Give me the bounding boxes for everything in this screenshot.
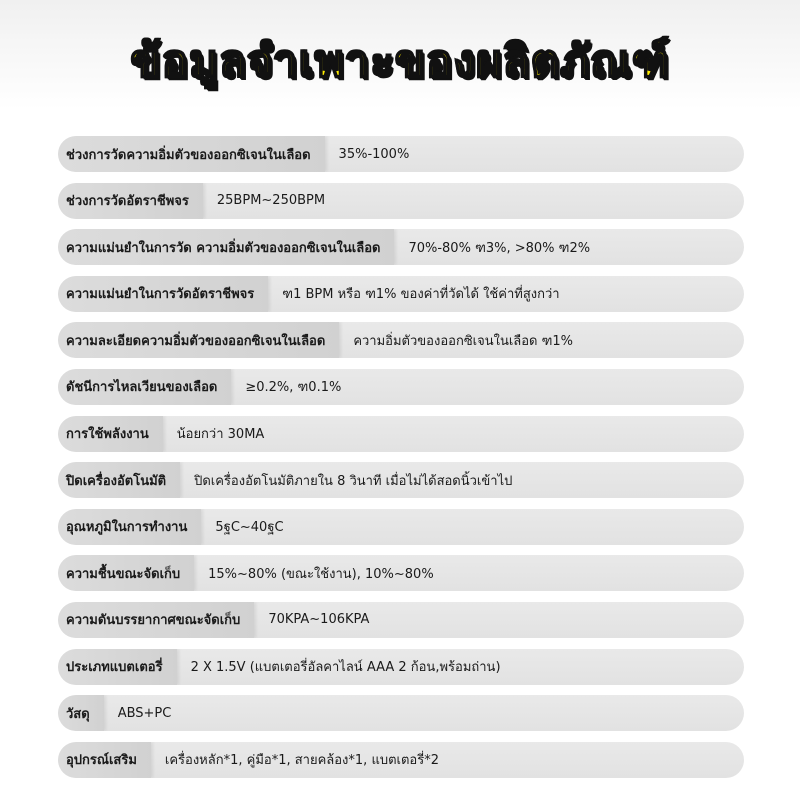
spec-label: การใช้พลังงาน — [58, 416, 163, 452]
spec-label: อุปกรณ์เสริม — [58, 742, 151, 778]
spec-label: ความแม่นยำในการวัด ความอิ่มตัวของออกซิเจนในเลือด — [58, 229, 394, 265]
spec-row-battery-type — [58, 649, 744, 685]
spec-value: ปิดเครื่องอัตโนมัติภายใน 8 วินาที เมื่อไม่ได้สอดนิ้วเข้าไป — [194, 473, 513, 489]
spec-row-spo2-accuracy — [58, 229, 744, 265]
spec-value: 70%-80% ฑ3%, >80% ฑ2% — [408, 240, 591, 256]
spec-row-accessories — [58, 742, 744, 778]
spec-value: 25BPM~250BPM — [216, 193, 326, 209]
spec-label: ปิดเครื่องอัตโนมัติ — [58, 462, 180, 498]
spec-value: 70KPA~106KPA — [268, 612, 370, 628]
spec-value: ≥0.2%, ฑ0.1% — [245, 380, 342, 396]
spec-row-perfusion-index — [58, 369, 744, 405]
spec-value: 2 X 1.5V (แบตเตอรี่อัลคาไลน์ AAA 2 ก้อน,พร้อมถ่าน) — [190, 660, 501, 676]
spec-value: 15%~80% (ขณะใช้งาน), 10%~80% — [208, 566, 434, 582]
page-title: ข้อมูลจำเพาะของผลิตภัณฑ์ — [130, 36, 670, 87]
spec-label: ดัชนีการไหลเวียนของเลือด — [58, 369, 231, 405]
spec-label: ประเภทแบตเตอรี่ — [58, 649, 177, 685]
spec-value: 5ฐC~40ฐC — [215, 520, 284, 536]
spec-label: ช่วงการวัดความอิ่มตัวของออกซิเจนในเลือด — [58, 136, 325, 172]
spec-value: น้อยกว่า 30MA — [176, 427, 265, 443]
spec-value: เครื่องหลัก*1, คู่มือ*1, สายคล้อง*1, แบตเตอรี่*2 — [164, 753, 439, 769]
spec-row-pulse-accuracy — [58, 276, 744, 312]
spec-row-operating-temperature — [58, 509, 744, 545]
spec-label: ช่วงการวัดอัตราชีพจร — [58, 183, 203, 219]
spec-row-storage-pressure — [58, 602, 744, 638]
spec-row-storage-humidity — [58, 555, 744, 591]
spec-table — [58, 136, 744, 788]
spec-row-spo2-range — [58, 136, 744, 172]
spec-value: 35%-100% — [338, 146, 410, 162]
spec-value: ความอิ่มตัวของออกซิเจนในเลือด ฑ1% — [353, 333, 574, 349]
spec-row-auto-shutdown — [58, 462, 744, 498]
spec-row-material — [58, 695, 744, 731]
spec-value: ฑ1 BPM หรือ ฑ1% ของค่าที่วัดได้ ใช้ค่าที่สูงกว่า — [282, 287, 560, 303]
spec-label: ความดันบรรยากาศขณะจัดเก็บ — [58, 602, 254, 638]
spec-label: อุณหภูมิในการทำงาน — [58, 509, 201, 545]
spec-label: ความแม่นยำในการวัดอัตราชีพจร — [58, 276, 268, 312]
spec-label: ความละเอียดความอิ่มตัวของออกซิเจนในเลือด — [58, 322, 339, 358]
spec-row-spo2-resolution — [58, 322, 744, 358]
spec-row-pulse-range — [58, 183, 744, 219]
spec-label: ความชื้นขณะจัดเก็บ — [58, 555, 194, 591]
spec-value: ABS+PC — [117, 705, 172, 721]
spec-label: วัสดุ — [58, 695, 104, 731]
spec-row-power-consumption — [58, 416, 744, 452]
